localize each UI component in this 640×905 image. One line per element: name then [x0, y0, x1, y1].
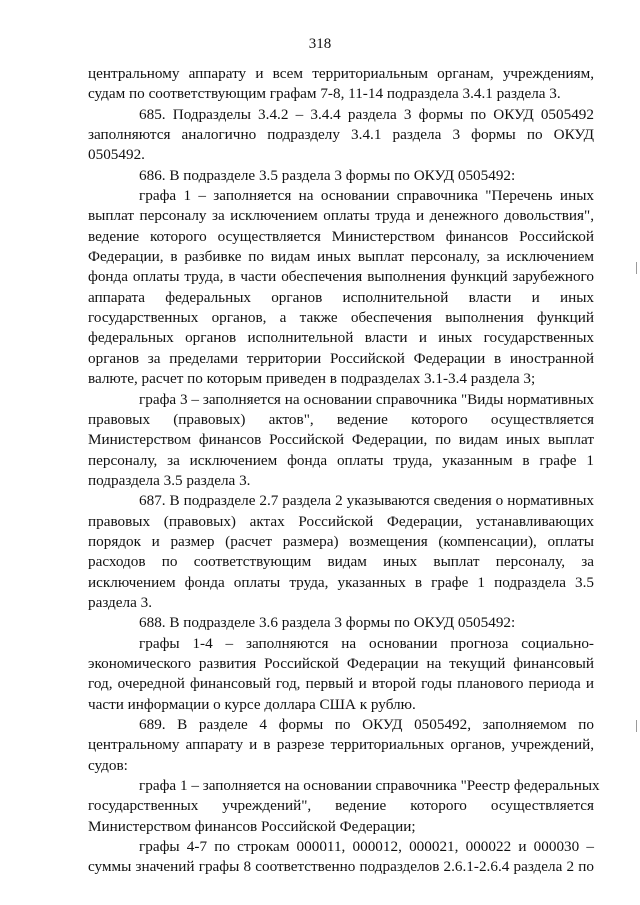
scan-edge-mark [636, 262, 637, 274]
text-line: части информации о курсе доллара США к рублю. [88, 695, 416, 713]
paragraph-689-start: 689. В разделе 4 формы по ОКУД 0505492, заполняемом по [139, 716, 594, 733]
text-line: ведение которого осуществляется Министерством финансов Российской [88, 227, 594, 245]
paragraph-columns-4-7: графы 4-7 по строкам 000011, 000012, 000021, 000022 и 000030 – [139, 838, 594, 856]
text-line: правовых (правовых) актах Российской Федерации, устанавливающих [88, 512, 594, 530]
text-line: судам по соответствующим графам 7-8, 11-14 подраздела 3.4.1 раздела 3. [88, 85, 561, 103]
text-line: год, очередной финансовый год, первый и второй годы планового периода и [88, 675, 594, 693]
text-line: центральному аппарату и в разрезе территориальных органов, учреждений, [88, 736, 594, 754]
text-line: 0505492. [88, 146, 145, 164]
text-line: судов: [88, 756, 128, 774]
text-line: экономического развития Российской Федерации на текущий финансовый [88, 654, 594, 672]
paragraph-688-start: 688. В подразделе 3.6 раздела 3 формы по ОКУД 0505492: [139, 614, 516, 632]
paragraph-column-1-registry: графа 1 – заполняется на основании справочника "Реестр федеральных [139, 777, 600, 795]
scan-edge-mark [636, 720, 637, 732]
text-line: аппарата федеральных органов исполнительной власти и иных [88, 288, 594, 306]
text-line: правовых (правовых) актов", ведение которого осуществляется [88, 410, 594, 428]
document-body [88, 64, 600, 878]
text-line: фонда оплаты труда, в части обеспечения выполнения функций зарубежного [88, 268, 594, 286]
text-line: порядок и размер (расчет размера) возмещения (компенсации), оплаты [88, 532, 594, 550]
paragraph-column-3: графа 3 – заполняется на основании справочника "Виды нормативных [139, 390, 594, 408]
text-line: федеральных органов исполнительной власти и иных государственных [88, 329, 594, 347]
text-line: расходов по соответствующим видам иных выплат персоналу, за [88, 553, 594, 571]
text-line: государственных учреждений", ведение которого осуществляется [88, 797, 594, 815]
text-line: выплат персоналу за исключением оплаты труда и денежного довольствия", [88, 207, 594, 225]
text-line: валюте, расчет по которым приведен в подразделах 3.1-3.4 раздела 3; [88, 370, 536, 388]
paragraph-columns-1-4: графы 1-4 – заполняются на основании прогноза социально- [139, 634, 594, 652]
paragraph-686-start: 686. В подразделе 3.5 раздела 3 формы по ОКУД 0505492: [139, 166, 516, 184]
text-line: органов за пределами территории Российской Федерации в иностранной [88, 349, 594, 367]
page-number: 318 [308, 36, 332, 52]
text-line: раздела 3. [88, 593, 153, 611]
text-line: подраздела 3.5 раздела 3. [88, 471, 251, 489]
text-line: Министерством финансов Российской Федерации, по видам иных выплат [88, 431, 594, 449]
text-line: персоналу, за исключением фонда оплаты труда, указанным в графе 1 [88, 451, 594, 469]
text-line: исключением фонда оплаты труда, указанных в графе 1 подраздела 3.5 [88, 573, 594, 591]
paragraph-685-start: 685. Подразделы 3.4.2 – 3.4.4 раздела 3 формы по ОКУД 0505492 [139, 105, 594, 123]
paragraph-column-1: графа 1 – заполняется на основании справочника "Перечень иных [139, 187, 594, 205]
text-line: Министерством финансов Российской Федерации; [88, 817, 416, 835]
text-line: заполняются аналогично подразделу 3.4.1 раздела 3 формы по ОКУД [88, 126, 594, 144]
text-line: центральному аппарату и всем территориальным органам, учреждениям, [88, 65, 594, 82]
text-line: Федерации, в разбивке по видам иных выплат персоналу, за исключением [88, 248, 594, 266]
text-line: государственных органов, а также обеспечения выполнения функций [88, 309, 594, 327]
text-line: суммы значений графы 8 соответственно подразделов 2.6.1-2.6.4 раздела 2 по [88, 858, 594, 876]
paragraph-687-start: 687. В подразделе 2.7 раздела 2 указываются сведения о нормативных [139, 492, 594, 510]
